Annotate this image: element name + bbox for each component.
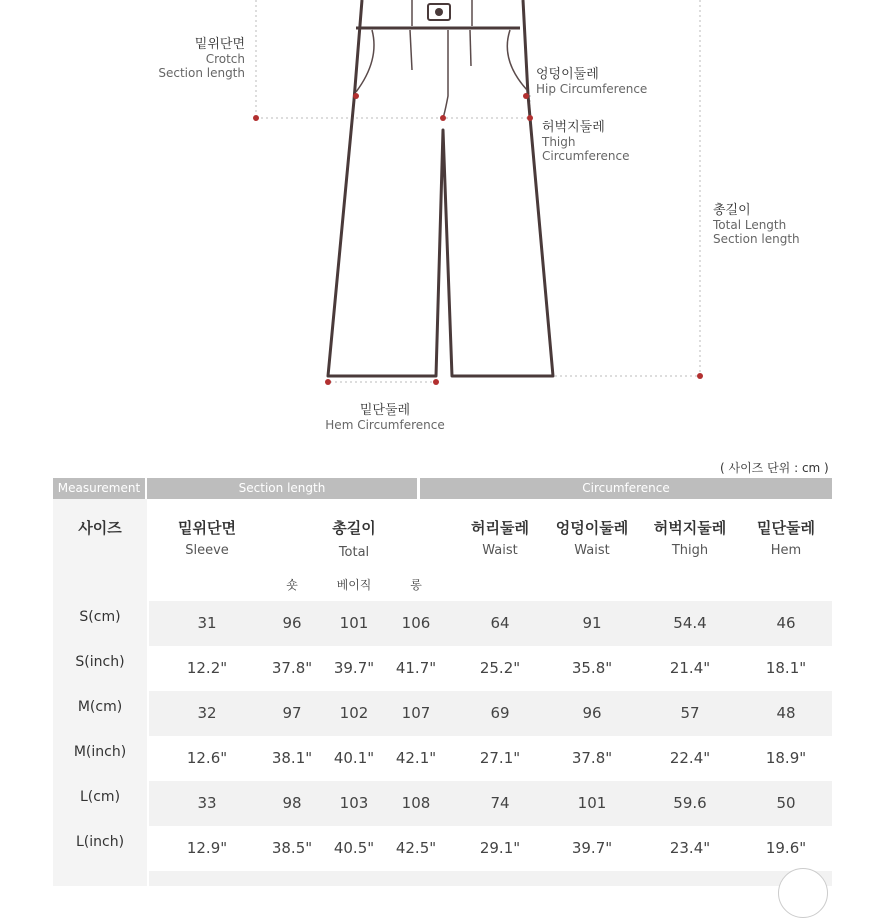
cell-thigh: 54.4 <box>673 614 707 632</box>
cell-waist: 64 <box>490 614 510 632</box>
col-header-size: 사이즈 <box>78 519 122 537</box>
cell-total-long: 42.1" <box>395 749 437 767</box>
col-header-hip: 엉덩이둘레 <box>555 519 629 537</box>
label-crotch-en1: Crotch <box>205 52 245 66</box>
subcol-long: 롱 <box>410 578 422 592</box>
label-hip-ko: 엉덩이둘레 <box>536 67 599 82</box>
label-crotch <box>140 38 245 80</box>
cell-total-long: 41.7" <box>395 659 437 677</box>
subcol-basic: 베이직 <box>336 578 372 592</box>
label-crotch-ko: 밑위단면 <box>194 37 245 52</box>
cell-thigh: 22.4" <box>669 749 711 767</box>
cell-total-short: 37.8" <box>271 659 313 677</box>
label-total-ko: 총길이 <box>713 203 751 218</box>
label-total-en1: Total Length <box>713 218 787 232</box>
cell-hip: 96 <box>582 704 602 722</box>
cell-hip: 37.8" <box>571 749 613 767</box>
col-header-total-en: Total <box>338 545 370 560</box>
label-total <box>713 204 800 246</box>
cell-thigh: 21.4" <box>669 659 711 677</box>
col-header-hem: 밑단둘레 <box>757 519 815 537</box>
label-hem-ko: 밑단둘레 <box>359 403 411 418</box>
cell-waist: 25.2" <box>479 659 521 677</box>
cell-total-basic: 101 <box>339 614 369 632</box>
cell-total-short: 98 <box>282 794 302 812</box>
cell-hem: 18.9" <box>765 749 807 767</box>
size-table <box>53 478 832 886</box>
cell-total-basic: 40.1" <box>333 749 375 767</box>
row-label: S(inch) <box>75 654 125 670</box>
label-thigh <box>542 121 630 163</box>
subcol-short: 숏 <box>286 578 298 592</box>
row-stripe <box>149 871 832 886</box>
row-label: M(inch) <box>73 744 127 760</box>
cell-crotch: 12.2" <box>186 659 228 677</box>
label-column-bg <box>53 499 147 886</box>
cell-thigh: 59.6 <box>673 794 707 812</box>
label-total-en2: Section length <box>713 232 800 246</box>
scroll-button[interactable] <box>778 868 828 918</box>
cell-hem: 48 <box>776 704 796 722</box>
col-header-hip-en: Waist <box>574 543 610 558</box>
cell-thigh: 57 <box>680 704 700 722</box>
cell-total-basic: 39.7" <box>333 659 375 677</box>
cell-total-short: 96 <box>282 614 302 632</box>
cell-crotch: 12.9" <box>186 839 228 857</box>
cell-hem: 18.1" <box>765 659 807 677</box>
header-circumference: Circumference <box>420 478 832 499</box>
col-header-total: 총길이 <box>332 519 376 537</box>
col-header-waist: 허리둘레 <box>471 519 529 537</box>
unit-note: ( 사이즈 단위 : cm ) <box>720 461 829 475</box>
header-measurement: Measurement <box>53 478 145 499</box>
col-header-thigh: 허벅지둘레 <box>653 519 727 537</box>
pants-diagram <box>0 0 886 450</box>
cell-waist: 27.1" <box>479 749 521 767</box>
col-header-crotch-en: Sleeve <box>185 543 229 558</box>
cell-total-basic: 103 <box>339 794 369 812</box>
label-hem <box>306 404 464 432</box>
cell-total-short: 38.5" <box>271 839 313 857</box>
row-label: M(cm) <box>77 699 123 715</box>
col-header-thigh-en: Thigh <box>671 543 709 558</box>
label-thigh-ko: 허벅지둘레 <box>542 120 605 135</box>
label-hem-en1: Hem Circumference <box>325 418 445 432</box>
cell-total-short: 38.1" <box>271 749 313 767</box>
cell-hip: 101 <box>577 794 607 812</box>
cell-waist: 69 <box>490 704 510 722</box>
label-hip-en1: Hip Circumference <box>536 82 648 96</box>
cell-hem: 19.6" <box>765 839 807 857</box>
cell-waist: 29.1" <box>479 839 521 857</box>
row-label: L(inch) <box>75 834 125 850</box>
cell-hem: 46 <box>776 614 796 632</box>
cell-total-long: 107 <box>401 704 431 722</box>
cell-hip: 35.8" <box>571 659 613 677</box>
cell-hip: 91 <box>582 614 602 632</box>
cell-crotch: 33 <box>197 794 217 812</box>
cell-total-short: 97 <box>282 704 302 722</box>
label-crotch-en2: Section length <box>158 66 245 80</box>
cell-total-long: 42.5" <box>395 839 437 857</box>
row-label: L(cm) <box>79 789 121 805</box>
row-label: S(cm) <box>79 609 121 625</box>
cell-hem: 50 <box>776 794 796 812</box>
cell-total-basic: 40.5" <box>333 839 375 857</box>
label-hip <box>536 68 647 96</box>
cell-total-long: 108 <box>401 794 431 812</box>
cell-thigh: 23.4" <box>669 839 711 857</box>
cell-total-basic: 102 <box>339 704 369 722</box>
cell-crotch: 31 <box>197 614 217 632</box>
cell-crotch: 12.6" <box>186 749 228 767</box>
header-section-length: Section length <box>147 478 417 499</box>
col-header-hem-en: Hem <box>770 543 802 558</box>
cell-crotch: 32 <box>197 704 217 722</box>
label-thigh-en2: Circumference <box>542 149 630 163</box>
cell-waist: 74 <box>490 794 510 812</box>
label-thigh-en1: Thigh <box>542 135 576 149</box>
col-header-waist-en: Waist <box>482 543 518 558</box>
cell-total-long: 106 <box>401 614 431 632</box>
cell-hip: 39.7" <box>571 839 613 857</box>
col-header-crotch: 밑위단면 <box>178 519 236 537</box>
